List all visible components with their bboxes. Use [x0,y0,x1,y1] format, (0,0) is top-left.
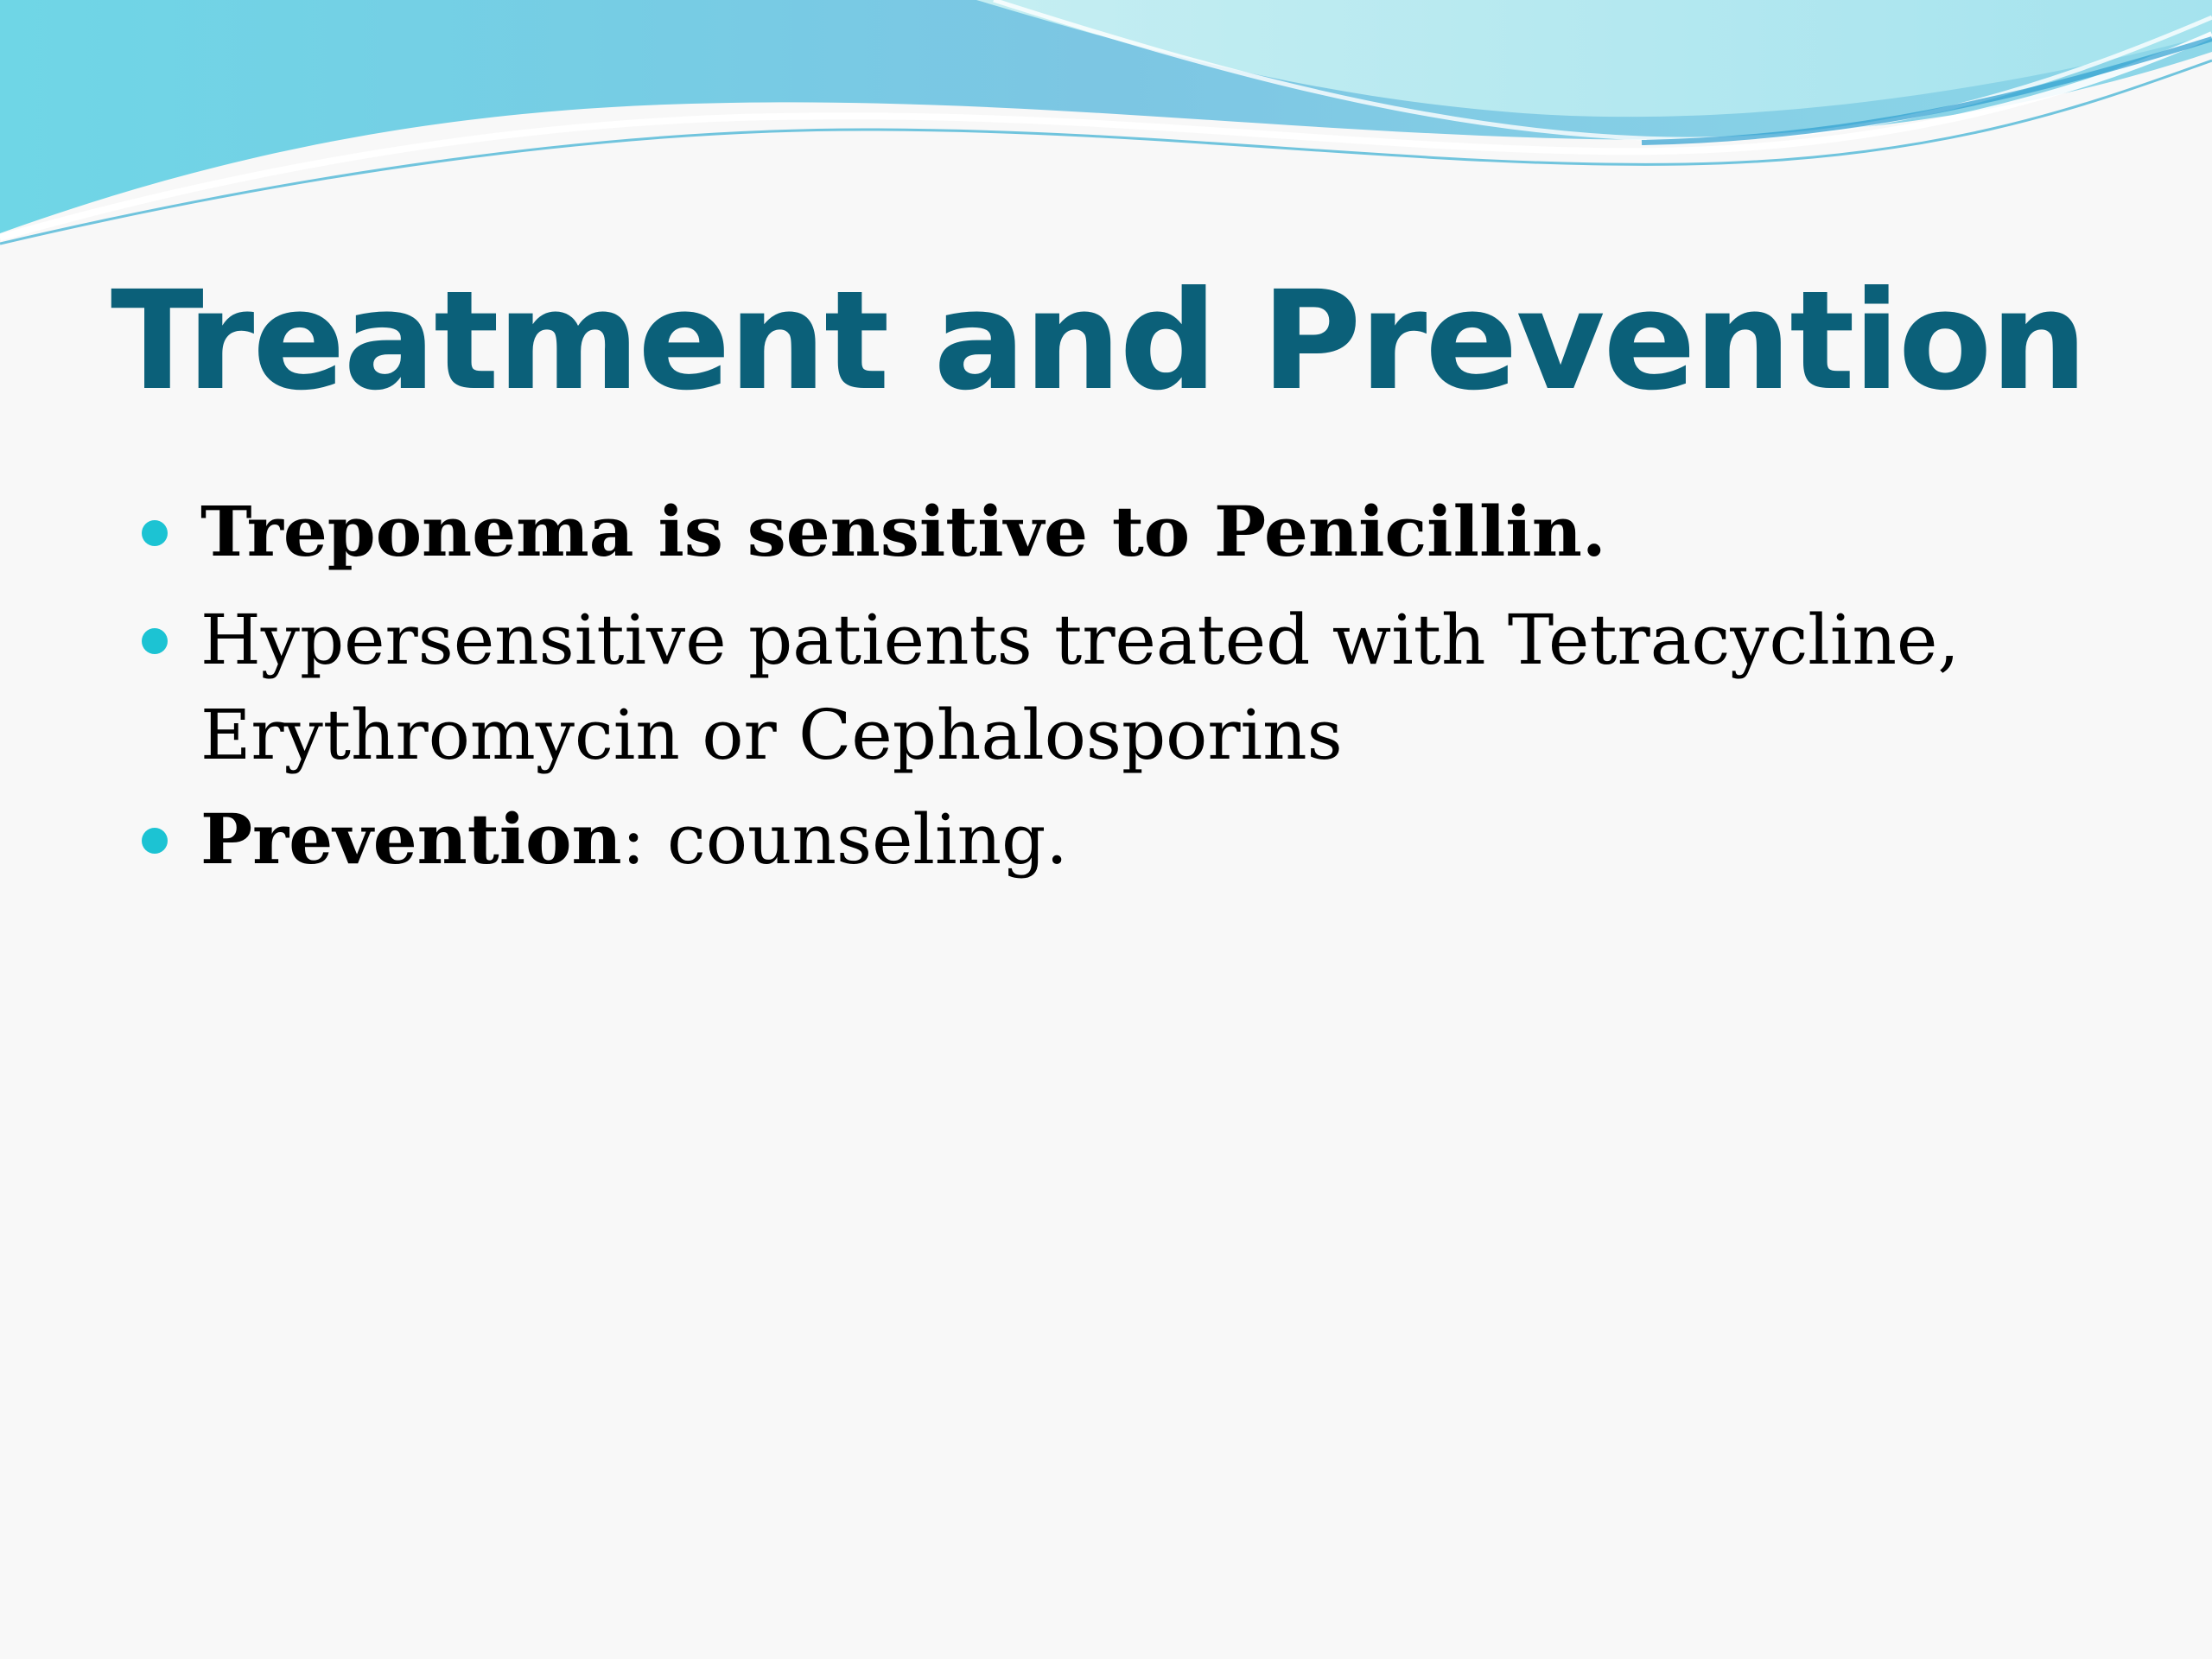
slide-title: Treatment and Prevention [111,262,2086,421]
bullet-item-prevention [138,791,2126,887]
bullet-dot-icon [142,628,168,654]
bullet-list [138,484,2126,887]
bullet-item-hypersensitive [138,592,2126,783]
bullet-text: Hypersensitive patients treated with Tetracycline, Erythromycin or Cephalosporins [200,600,1960,775]
bullet-item-penicillin [138,484,2126,580]
bullet-text-bold: Treponema is sensitive to Penicillin. [200,491,1606,572]
bullet-dot-icon [142,828,168,854]
bullet-text: : counseling. [621,799,1068,880]
bullet-text-bold: Prevention [200,798,622,880]
header-wave-decoration [0,0,2212,259]
bullet-dot-icon [142,520,168,546]
